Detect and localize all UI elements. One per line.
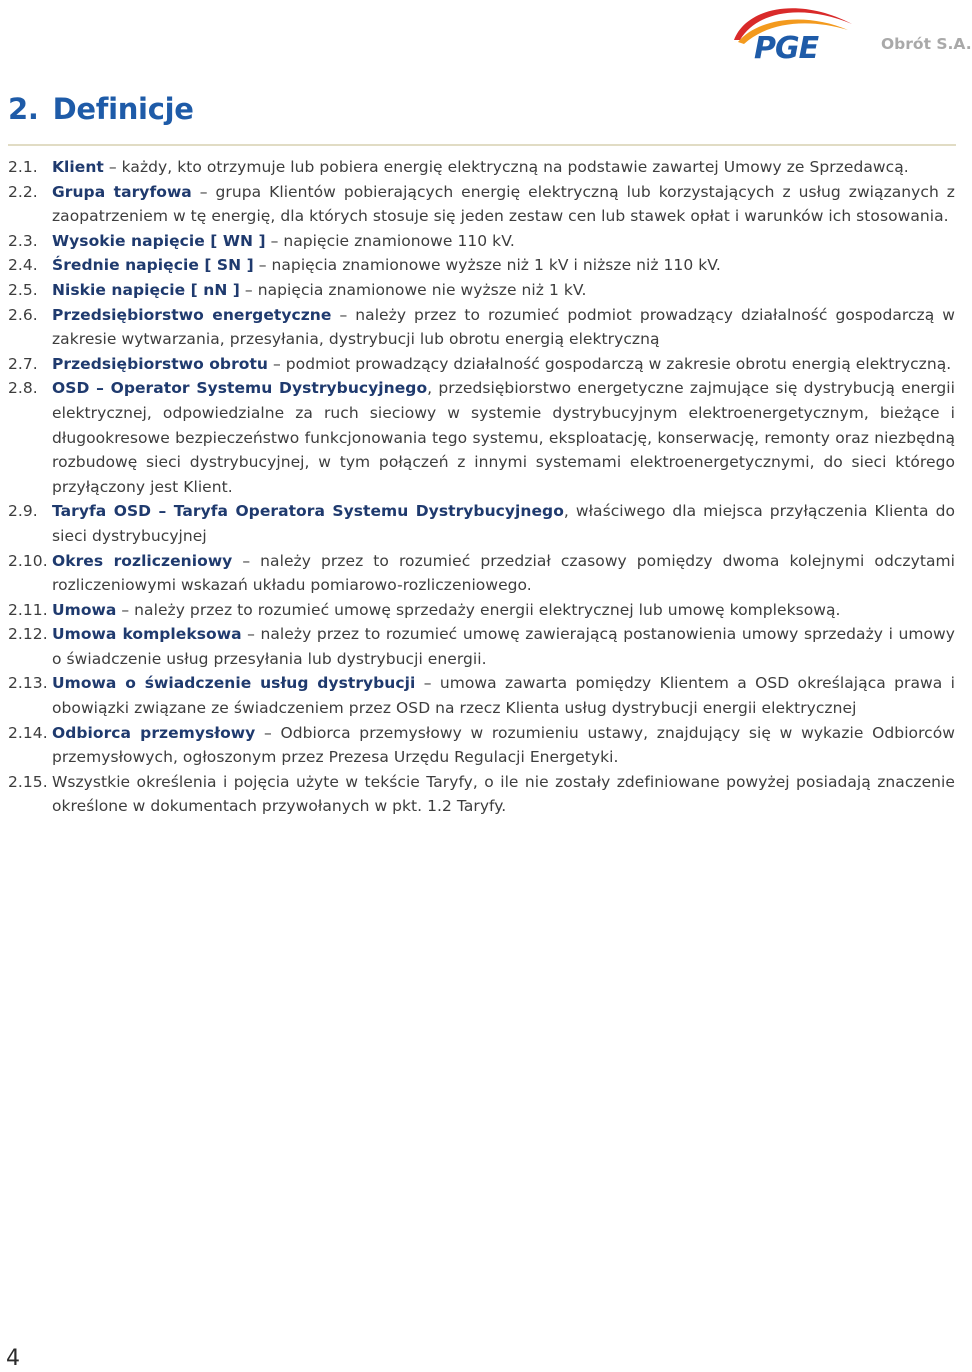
definition-number: 2.3. [8, 231, 38, 250]
definition-number: 2.10. [8, 551, 48, 570]
definition-number: 2.14. [8, 723, 48, 742]
definition-item [8, 180, 955, 229]
definition-number: 2.12. [8, 625, 48, 644]
definition-item [8, 303, 955, 352]
definition-number: 2.7. [8, 354, 38, 373]
page-number: 4 [6, 1346, 20, 1371]
definition-number: 2.15. [8, 772, 48, 791]
definition-term: Klient [52, 158, 104, 176]
page-header [0, 0, 972, 70]
definition-item [8, 549, 955, 598]
definition-number: 2.4. [8, 256, 38, 275]
definition-term: Niskie napięcie [ nN ] [52, 280, 240, 299]
definition-body: , przedsiębiorstwo energetyczne zajmujące się dystrybucją energii elektrycznej, odpowiedzialne za ruch sieciowy w systemie dystrybucyjnym elektroenergetycznym, bieżące i długookresowe bezpieczeństwo funkcjonowania tego systemu, eksploatację, konserwację, remonty oraz niezbędną rozbudowę sieci dystrybucyjnej, w tym połączeń z innymi systemami elektroenergetycznymi, do sieci którego przyłączony jest Klient. [52, 379, 955, 496]
definition-term: Odbiorca przemysłowy [52, 723, 256, 742]
definition-body: – każdy, kto otrzymuje lub pobiera energię elektryczną na podstawie zawartej Umowy ze Sprzedawcą. [103, 158, 909, 176]
definition-number: 2.8. [8, 379, 38, 398]
definition-item [8, 671, 955, 720]
definition-term: Przedsiębiorstwo energetyczne [52, 305, 332, 324]
definition-item [8, 352, 955, 377]
definition-body: Wszystkie określenia i pojęcia użyte w tekście Taryfy, o ile nie zostały zdefiniowane powyżej posiadają znaczenie określone w dokumentach przywołanych w pkt. 1.2 Taryfy. [52, 772, 955, 816]
definition-body: – należy przez to rozumieć umowę zawierającą postanowienia umowy sprzedaży i umowy o świadczenie usług przesyłania lub dystrybucji energii. [52, 625, 955, 668]
definition-body: – umowa zawarta pomiędzy Klientem a OSD określająca prawa i obowiązki związane ze świadczeniem przez OSD na rzecz Klienta usług dystrybucji energii elektrycznej [52, 674, 955, 718]
definition-item [8, 155, 955, 180]
definition-body: – należy przez to rozumieć podmiot prowadzący działalność gospodarczą w zakresie wytwarzania, przesyłania, dystrybucji lub obrotu energią elektryczną [52, 305, 956, 349]
definition-term: Umowa o świadczenie usług dystrybucji [52, 674, 416, 693]
definition-number: 2.2. [8, 182, 38, 201]
definition-item [8, 622, 955, 671]
definition-item [8, 253, 955, 278]
section-title [8, 92, 194, 126]
definition-term: OSD – Operator Systemu Dystrybucyjnego [52, 379, 428, 398]
definition-item [8, 770, 955, 819]
company-subsidiary-label: Obrót S.A. [881, 35, 972, 53]
definition-item [8, 721, 955, 770]
definition-body: – należy przez to rozumieć przedział czasowy pomiędzy dwoma kolejnymi odczytami rozliczeniowymi wskazań układu pomiarowo-rozliczeniowego. [52, 551, 955, 595]
definition-body: – grupa Klientów pobierających energię elektryczną lub korzystających z usług związanych z zaopatrzeniem w tę energię, dla których stosuje się jeden zestaw cen lub stawek opłat i warunków ich stosowania. [52, 182, 955, 226]
definition-body: – Odbiorca przemysłowy w rozumieniu ustawy, znajdujący się w wykazie Odbiorców przemysłowych, ogłoszonym przez Prezesa Urzędu Regulacji Energetyki. [52, 723, 955, 767]
definition-body: – należy przez to rozumieć umowę sprzedaży energii elektrycznej lub umowę kompleksową. [116, 600, 841, 619]
definition-body: – napięcia znamionowe wyższe niż 1 kV i niższe niż 110 kV. [253, 256, 721, 275]
definition-item [8, 229, 955, 254]
definition-body: – podmiot prowadzący działalność gospodarczą w zakresie obrotu energią elektryczną. [268, 354, 952, 373]
definition-number: 2.1. [8, 158, 38, 176]
definition-term: Umowa kompleksowa [52, 625, 242, 644]
definition-number: 2.9. [8, 502, 38, 521]
definition-body: , właściwego dla miejsca przyłączenia Klienta do sieci dystrybucyjnej [52, 502, 955, 545]
definition-body: – napięcia znamionowe nie wyższe niż 1 kV. [239, 280, 587, 299]
logo-text: PGE [754, 31, 819, 66]
definition-number: 2.5. [8, 280, 38, 299]
definition-item [8, 278, 955, 303]
definition-item [8, 499, 955, 548]
definition-term: Okres rozliczeniowy [52, 551, 233, 570]
definition-term: Średnie napięcie [ SN ] [52, 256, 254, 275]
definition-term: Taryfa OSD – Taryfa Operatora Systemu Dystrybucyjnego [52, 502, 564, 521]
definition-term: Przedsiębiorstwo obrotu [52, 354, 269, 373]
definition-term: Grupa taryfowa [52, 182, 192, 201]
section-title-text: Definicje [52, 92, 194, 126]
definition-number: 2.6. [8, 305, 38, 324]
definition-number: 2.13. [8, 674, 48, 693]
definition-item [8, 376, 955, 499]
title-divider [8, 144, 956, 146]
section-number: 2. [8, 92, 39, 126]
definition-body: – napięcie znamionowe 110 kV. [265, 231, 515, 250]
definition-number: 2.11. [8, 600, 48, 619]
definition-term: Umowa [52, 600, 117, 619]
definitions-list [8, 155, 955, 819]
definition-item [8, 598, 955, 623]
pge-logo [728, 2, 866, 64]
definition-term: Wysokie napięcie [ WN ] [52, 231, 266, 250]
